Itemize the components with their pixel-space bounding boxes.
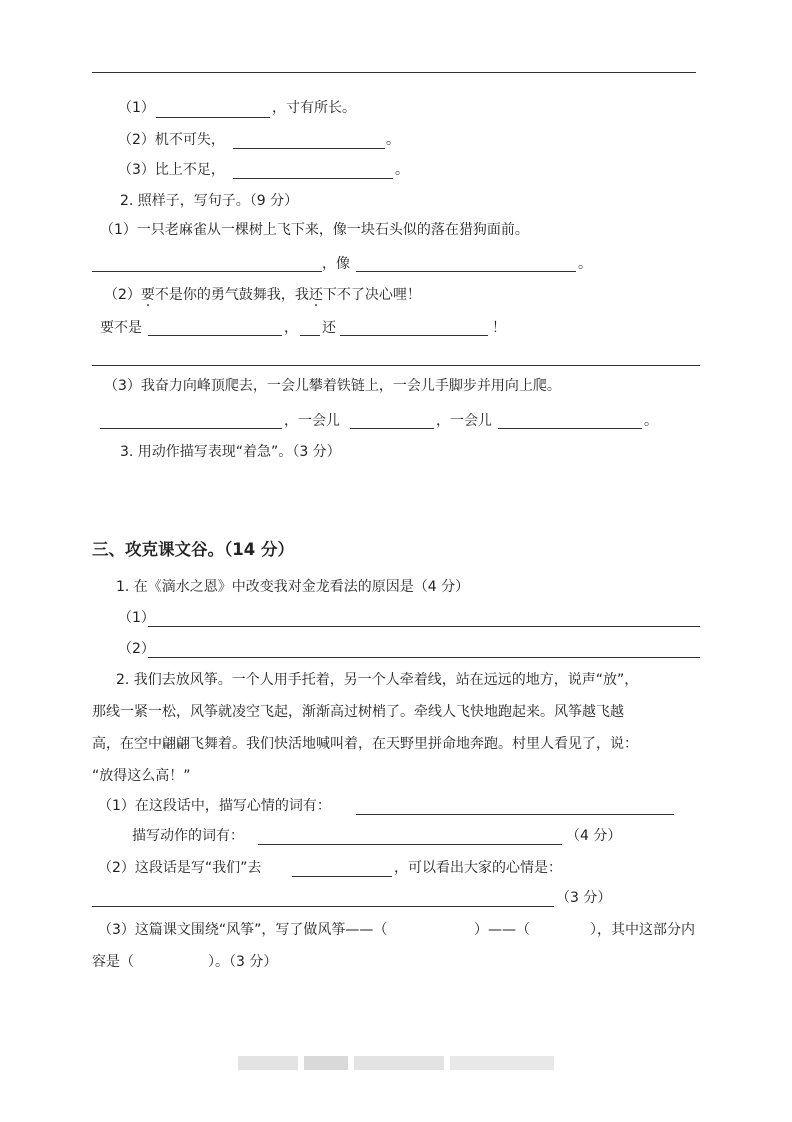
q2-ex2-c: 不是你的勇气鼓舞我，我 bbox=[154, 287, 309, 303]
q2-ex1-end: 。 bbox=[578, 256, 592, 272]
q3-heading: 3. 用动作描写表现“着急”。（3 分） bbox=[120, 444, 341, 460]
q1-item1-text: ，寸有所长。 bbox=[272, 100, 356, 116]
q2-ex2-e: 下不了决心哩！ bbox=[322, 287, 421, 303]
q2-ex3-ans-c: 。 bbox=[644, 413, 658, 429]
q2-ex2-b: 要 bbox=[140, 287, 155, 303]
s2-paragraph-line2: 那线一紧一松，风筝就凌空飞起，渐渐高过树梢了。牵线人飞快地跑起来。风筝越飞越 bbox=[92, 704, 624, 720]
s1-item1: （1） bbox=[118, 610, 155, 626]
answer-blank bbox=[498, 428, 642, 429]
q2-ex2-ans-c: 还 bbox=[322, 320, 336, 336]
answer-blank bbox=[292, 876, 392, 877]
s2-q3-e: ）。（3 分） bbox=[208, 954, 278, 970]
answer-blank bbox=[340, 335, 488, 336]
q2-example3 bbox=[104, 376, 561, 396]
answer-blank bbox=[148, 335, 282, 336]
footer-watermark bbox=[238, 1056, 554, 1070]
answer-blank bbox=[300, 335, 320, 336]
s2-paragraph-line1: 2. 我们去放风筝。一个人用手托着，另一个人牵着线，站在远远的地方，说声“放”， bbox=[116, 672, 639, 688]
q2-ex3-c: 攀着铁链上， bbox=[308, 378, 393, 394]
answer-blank bbox=[100, 428, 282, 429]
q2-ex3-d: 一会儿 bbox=[392, 378, 435, 394]
s2-q1: （1）在这段话中，描写心情的词有： bbox=[98, 798, 331, 814]
answer-blank bbox=[233, 148, 385, 149]
q1-item1-num: （1） bbox=[118, 100, 155, 116]
answer-blank bbox=[148, 626, 700, 627]
s2-paragraph-line3: 高，在空中翩翩飞舞着。我们快活地喊叫着，在天野里拼命地奔跑。村里人看见了，说： bbox=[92, 736, 638, 752]
q1-item2-end: 。 bbox=[386, 132, 400, 148]
s2-q2-score: （3 分） bbox=[556, 890, 612, 906]
q2-ex3-ans-b: ，一会儿 bbox=[436, 413, 492, 429]
s2-q3-a: （3）这篇课文围绕“风筝”，写了做风筝——（ bbox=[98, 922, 388, 938]
q2-ex3-ans-a: ，一会儿 bbox=[284, 413, 340, 429]
answer-blank bbox=[356, 271, 576, 272]
q2-ex2-a: （2） bbox=[104, 287, 141, 303]
q2-ex2-ans-b: ， bbox=[284, 320, 298, 336]
s2-q3-c: ），其中这部分内 bbox=[590, 922, 695, 938]
q2-ex3-b: 一会儿 bbox=[266, 378, 309, 394]
answer-blank bbox=[233, 178, 393, 179]
q2-ex2-d: 还 bbox=[308, 287, 323, 303]
answer-blank bbox=[92, 271, 322, 272]
q1-item3-end: 。 bbox=[395, 162, 409, 178]
s2-q3-d: 容是（ bbox=[92, 954, 134, 970]
s1-item2: （2） bbox=[118, 641, 155, 657]
answer-blank bbox=[350, 428, 434, 429]
q2-ex3-e: 手脚步并用向上爬。 bbox=[434, 378, 561, 394]
answer-blank bbox=[356, 814, 674, 815]
q2-ex3-a: （3）我奋力向峰顶爬去， bbox=[104, 378, 267, 394]
q1-item2-text: （2）机不可失， bbox=[118, 132, 225, 148]
s1-heading: 1. 在《滴水之恩》中改变我对金龙看法的原因是（4 分） bbox=[116, 579, 470, 595]
s2-q2-mid: ，可以看出大家的心情是： bbox=[394, 860, 562, 876]
s2-q2: （2）这段话是写“我们”去 bbox=[98, 860, 262, 876]
answer-blank bbox=[92, 365, 700, 366]
q2-ex2-ans-d: ！ bbox=[492, 320, 506, 336]
answer-blank bbox=[258, 844, 562, 845]
q2-heading: 2. 照样子，写句子。（9 分） bbox=[120, 193, 299, 209]
s2-paragraph-line4: “放得这么高！” bbox=[92, 768, 191, 784]
answer-blank bbox=[148, 657, 700, 658]
s2-q1b: 描写动作的词有： bbox=[132, 828, 244, 844]
q2-example2 bbox=[104, 285, 421, 305]
s2-q1b-score: （4 分） bbox=[566, 828, 622, 844]
answer-blank bbox=[156, 117, 270, 118]
section3-title: 三、攻克课文谷。（14 分） bbox=[92, 540, 294, 559]
top-rule bbox=[92, 72, 696, 73]
q1-item3-text: （3）比上不足， bbox=[118, 162, 225, 178]
q2-example1: （1）一只老麻雀从一棵树上飞下来，像一块石头似的落在猎狗面前。 bbox=[100, 222, 529, 238]
q2-ex2-ans-a: 要不是 bbox=[100, 320, 142, 336]
q2-ex1-mid: ，像 bbox=[322, 256, 350, 272]
answer-blank bbox=[92, 906, 554, 907]
s2-q3-b: ）——（ bbox=[474, 922, 530, 938]
